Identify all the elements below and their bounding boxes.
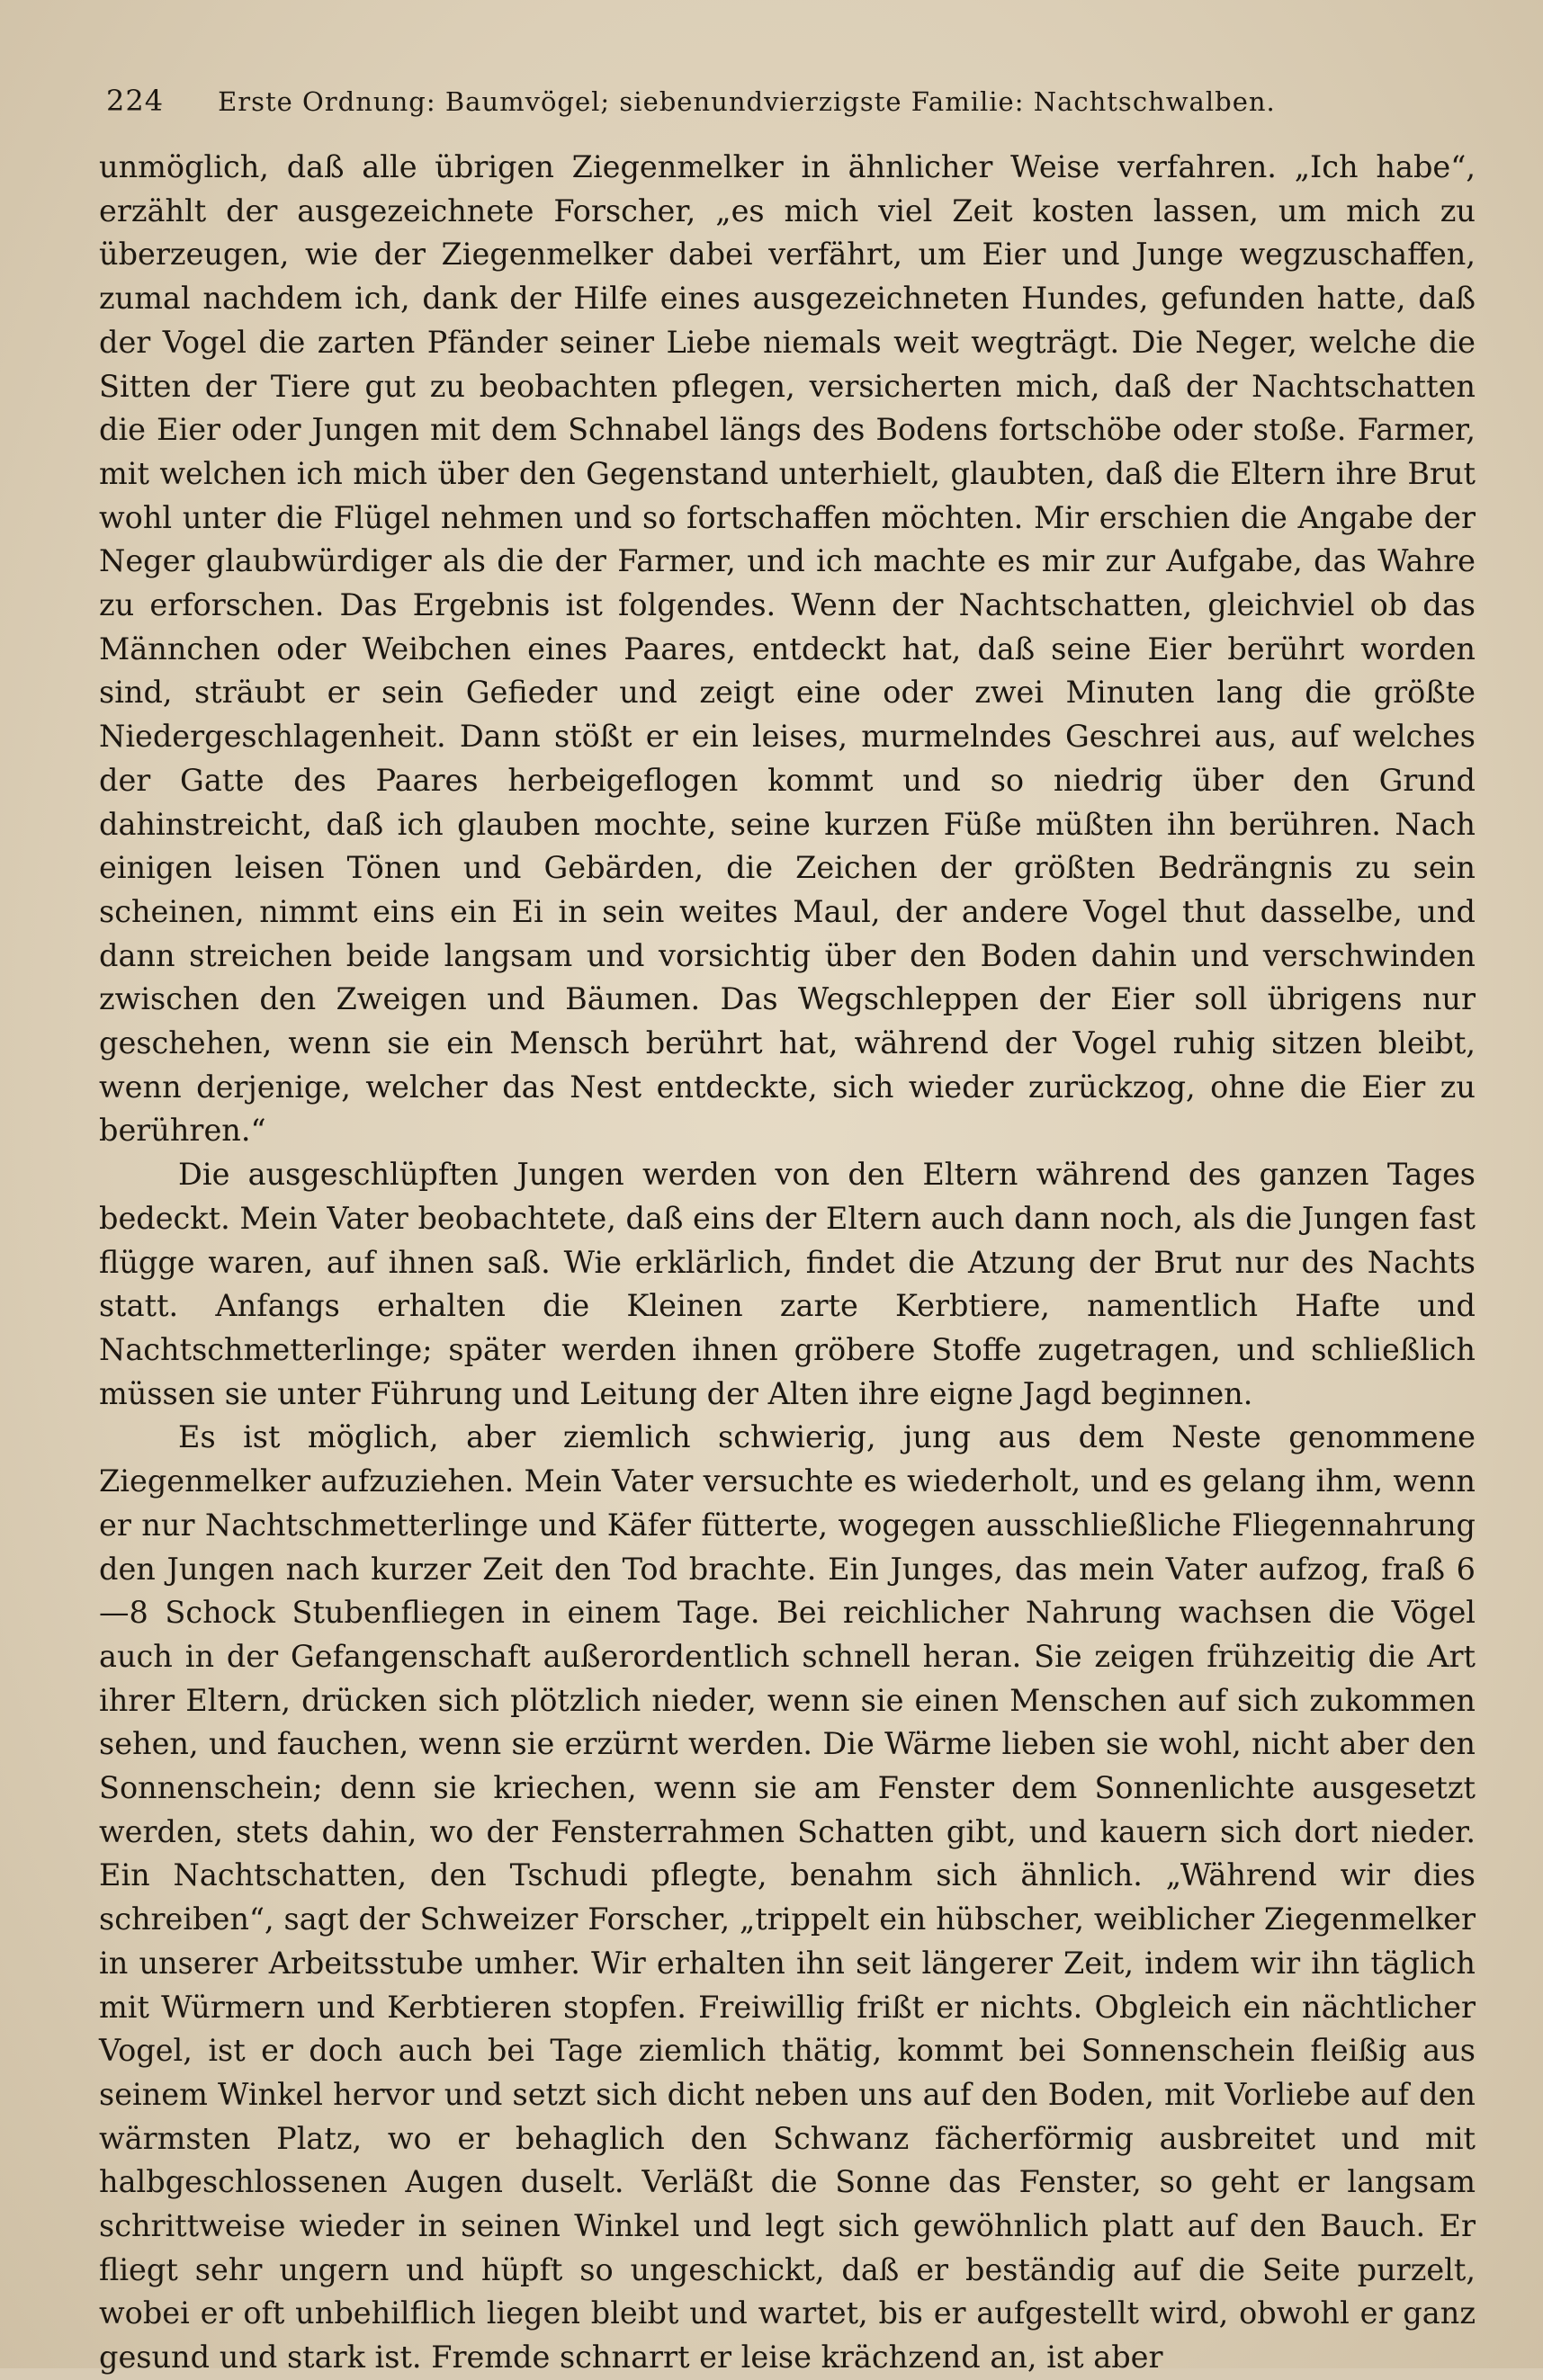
page-number: 224: [106, 84, 165, 118]
paragraph-1: unmöglich, daß alle übrigen Ziegenmelker in ähnlicher Weise verfahren. „Ich habe“, erzählt der ausgezeichnete Forscher, „es mich viel Zeit kosten lassen, um mich zu überzeugen, wie der Ziegenmelker dabei verfährt, um Eier und Junge wegzuschaffen, zumal nachdem ich, dank der Hilfe eines ausgezeichneten Hundes, gefunden hatte, daß der Vogel die zarten Pfänder seiner Liebe niemals weit wegträgt. Die Neger, welche die Sitten der Tiere gut zu beobachten pflegen, versicherten mich, daß der Nachtschatten die Eier oder Jungen mit dem Schnabel längs des Bodens fortschöbe oder stoße. Farmer, mit welchen ich mich über den Gegenstand unterhielt, glaubten, daß die Eltern ihre Brut wohl unter die Flügel nehmen und so fortschaffen möchten. Mir erschien die Angabe der Neger glaubwürdiger als die der Farmer, und ich machte es mir zur Aufgabe, das Wahre zu erforschen. Das Ergebnis ist folgendes. Wenn der Nachtschatten, gleichviel ob das Männchen oder Weibchen eines Paares, entdeckt hat, daß seine Eier berührt worden sind, sträubt er sein Gefieder und zeigt eine oder zwei Minuten lang die größte Niedergeschlagenheit. Dann stößt er ein leises, murmelndes Geschrei aus, auf welches der Gatte des Paares herbeigeflogen kommt und so niedrig über den Grund dahinstreicht, daß ich glauben mochte, seine kurzen Füße müßten ihn berühren. Nach einigen leisen Tönen und Gebärden, die Zeichen der größten Bedrängnis zu sein scheinen, nimmt eins ein Ei in sein weites Maul, der andere Vogel thut dasselbe, und dann streichen beide langsam und vorsichtig über den Boden dahin und verschwinden zwischen den Zweigen und Bäumen. Das Wegschleppen der Eier soll übrigens nur geschehen, wenn sie ein Mensch berührt hat, während der Vogel ruhig sitzen bleibt, wenn derjenige, welcher das Nest entdeckte, sich wieder zurückzog, ohne die Eier zu berühren.“: [99, 149, 1476, 1149]
running-title: Erste Ordnung: Baumvögel; siebenundvierzigste Familie: Nachtschwalben.: [218, 86, 1276, 117]
paragraph-3: Es ist möglich, aber ziemlich schwierig, jung aus dem Neste genommene Ziegenmelker aufzuziehen. Mein Vater versuchte es wiederholt, und es gelang ihm, wenn er nur Nachtschmetterlinge und Käfer fütterte, wogegen ausschließliche Fliegennahrung den Jungen nach kurzer Zeit den Tod brachte. Ein Junges, das mein Vater aufzog, fraß 6—8 Schock Stubenfliegen in einem Tage. Bei reichlicher Nahrung wachsen die Vögel auch in der Gefangenschaft außerordentlich schnell heran. Sie zeigen frühzeitig die Art ihrer Eltern, drücken sich plötzlich nieder, wenn sie einen Menschen auf sich zukommen sehen, und fauchen, wenn sie erzürnt werden. Die Wärme lieben sie wohl, nicht aber den Sonnenschein; denn sie kriechen, wenn sie am Fenster dem Sonnenlichte ausgesetzt werden, stets dahin, wo der Fensterrahmen Schatten gibt, und kauern sich dort nieder. Ein Nachtschatten, den Tschudi pflegte, benahm sich ähnlich. „Während wir dies schreiben“, sagt der Schweizer Forscher, „trippelt ein hübscher, weiblicher Ziegenmelker in unserer Arbeitsstube umher. Wir erhalten ihn seit längerer Zeit, indem wir ihn täglich mit Würmern und Kerbtieren stopfen. Freiwillig frißt er nichts. Obgleich ein nächtlicher Vogel, ist er doch auch bei Tage ziemlich thätig, kommt bei Sonnenschein fleißig aus seinem Winkel hervor und setzt sich dicht neben uns auf den Boden, mit Vorliebe auf den wärmsten Platz, wo er behaglich den Schwanz fächerförmig ausbreitet und mit halbgeschlossenen Augen duselt. Verläßt die Sonne das Fenster, so geht er langsam schrittweise wieder in seinen Winkel und legt sich gewöhnlich platt auf den Bauch. Er fliegt sehr ungern und hüpft so ungeschickt, daß er beständig auf die Seite purzelt, wobei er oft unbehilflich liegen bleibt und wartet, bis er aufgestellt wird, obwohl er ganz gesund und stark ist. Fremde schnarrt er leise krächzend an, ist aber: [99, 1419, 1476, 2376]
running-header: [106, 83, 1474, 119]
body-text: [99, 146, 1476, 2380]
paragraph-2: Die ausgeschlüpften Jungen werden von den Eltern während des ganzen Tages bedeckt. Mein Vater beobachtete, daß eins der Eltern auch dann noch, als die Jungen fast flügge waren, auf ihnen saß. Wie erklärlich, findet die Atzung der Brut nur des Nachts statt. Anfangs erhalten die Kleinen zarte Kerbtiere, namentlich Hafte und Nachtschmetterlinge; später werden ihnen gröbere Stoffe zugetragen, und schließlich müssen sie unter Führung und Leitung der Alten ihre eigne Jagd beginnen.: [99, 1157, 1476, 1411]
